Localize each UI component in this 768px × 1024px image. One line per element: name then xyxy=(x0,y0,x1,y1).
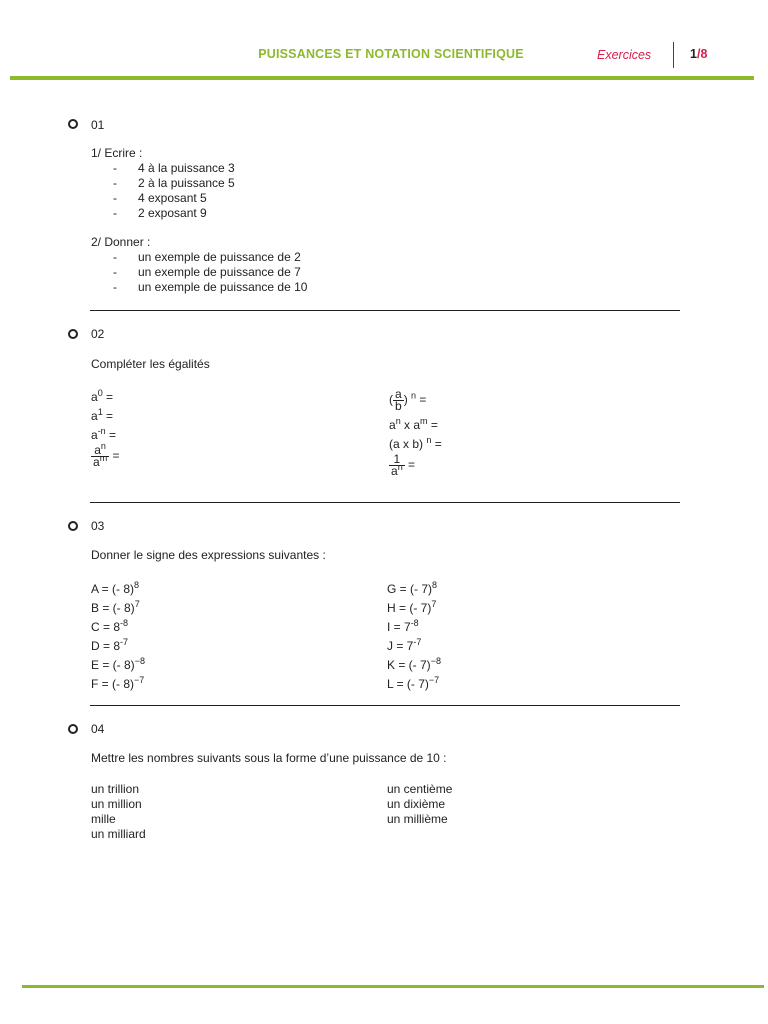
expression-base: E = (- 8) xyxy=(91,658,135,672)
list-item: un centième xyxy=(387,782,453,796)
expression-exponent: 7 xyxy=(134,599,140,609)
expression xyxy=(91,675,145,694)
dash-list xyxy=(113,250,307,295)
list-item: mille xyxy=(91,812,116,826)
footer-rule xyxy=(22,985,764,988)
expression xyxy=(387,618,441,637)
formula-column-right xyxy=(389,389,442,482)
list-item: un million xyxy=(91,797,142,811)
expression-exponent: −7 xyxy=(428,675,440,685)
bullet-icon xyxy=(68,119,78,129)
document-title: PUISSANCES ET NOTATION SCIENTIFIQUE xyxy=(258,47,524,61)
formula: ( $\frac{a}{b}$ ) $^n$ = xyxy=(389,387,427,413)
exercise-number: 03 xyxy=(91,519,105,533)
expression-exponent: -8 xyxy=(120,618,129,628)
separator xyxy=(90,502,680,503)
expression-base: D = 8 xyxy=(91,639,121,653)
section-label: Exercices xyxy=(597,48,652,62)
expression xyxy=(387,637,441,656)
expression-base: G = (- 7) xyxy=(387,582,433,596)
formula: $a^{-n}$ = xyxy=(91,426,117,442)
expression xyxy=(387,580,441,599)
expression-exponent: −7 xyxy=(134,675,145,685)
list-item: - 4 exposant 5 xyxy=(113,191,235,206)
instruction: Compléter les égalités xyxy=(91,357,210,371)
part-title: 1/ Ecrire : xyxy=(91,146,143,160)
formula: (a x b) $^n$ = xyxy=(389,435,442,451)
expression-exponent: −8 xyxy=(430,656,441,666)
expression xyxy=(91,656,145,675)
list-item: - 2 exposant 9 xyxy=(113,206,235,221)
number-list-right xyxy=(387,782,452,827)
header-divider xyxy=(673,42,674,68)
header-rule xyxy=(10,76,754,80)
list-item: un trillion xyxy=(91,782,140,796)
expression-column-left xyxy=(91,580,145,694)
expression xyxy=(91,637,145,656)
expression-base: C = 8 xyxy=(91,620,121,634)
dash-list xyxy=(113,161,235,221)
list-item: - un exemple de puissance de 2 xyxy=(113,250,307,265)
expression-exponent: 8 xyxy=(432,580,438,590)
expression-base: J = 7 xyxy=(387,639,414,653)
page-number: 1/8 xyxy=(690,47,708,61)
formula: $a^1$ = xyxy=(91,407,114,423)
exercise-number: 01 xyxy=(91,118,105,132)
formula: $\frac{1}{a^n}$ = xyxy=(391,452,416,478)
expression-base: B = (- 8) xyxy=(91,601,135,615)
formula: $a^n$ x $a^m$ = xyxy=(389,416,438,432)
list-item: un milliard xyxy=(91,827,146,841)
instruction: Donner le signe des expressions suivantes : xyxy=(91,548,326,562)
exercise-number: 02 xyxy=(91,327,105,341)
expression-exponent: -8 xyxy=(410,618,419,628)
expression-base: F = (- 8) xyxy=(91,677,135,691)
list-item: - un exemple de puissance de 10 xyxy=(113,280,307,295)
expression-base: H = (- 7) xyxy=(387,601,432,615)
separator xyxy=(90,705,680,706)
formula: $\frac{a^n}{a^m}$ = xyxy=(93,441,120,469)
expression-exponent: 8 xyxy=(134,580,140,590)
expression-base: K = (- 7) xyxy=(387,658,431,672)
expression-exponent: −8 xyxy=(134,656,145,666)
expression xyxy=(91,618,145,637)
list-item: un millième xyxy=(387,812,448,826)
bullet-icon xyxy=(68,724,78,734)
list-item: - 4 à la puissance 3 xyxy=(113,161,235,176)
expression xyxy=(91,599,145,618)
part-title: 2/ Donner : xyxy=(91,235,151,249)
expression xyxy=(91,580,145,599)
expression-base: A = (- 8) xyxy=(91,582,135,596)
expression xyxy=(387,656,441,675)
expression xyxy=(387,599,441,618)
list-item: - un exemple de puissance de 7 xyxy=(113,265,307,280)
expression-exponent: -7 xyxy=(120,637,129,647)
list-item: un dixième xyxy=(387,797,446,811)
number-list-left xyxy=(91,782,146,842)
separator xyxy=(90,310,680,311)
list-item: - 2 à la puissance 5 xyxy=(113,176,235,191)
bullet-icon xyxy=(68,521,78,531)
exercise-number: 04 xyxy=(91,722,105,736)
expression-base: L = (- 7) xyxy=(387,677,429,691)
expression-exponent: 7 xyxy=(431,599,437,609)
expression-exponent: -7 xyxy=(413,637,422,647)
expression-base: I = 7 xyxy=(387,620,411,634)
bullet-icon xyxy=(68,329,78,339)
instruction: Mettre les nombres suivants sous la forme d’une puissance de 10 : xyxy=(91,751,447,765)
expression-column-right xyxy=(387,580,441,694)
formula: $a^0$ = xyxy=(91,388,114,404)
expression xyxy=(387,675,441,694)
formula-column-left xyxy=(91,388,120,473)
